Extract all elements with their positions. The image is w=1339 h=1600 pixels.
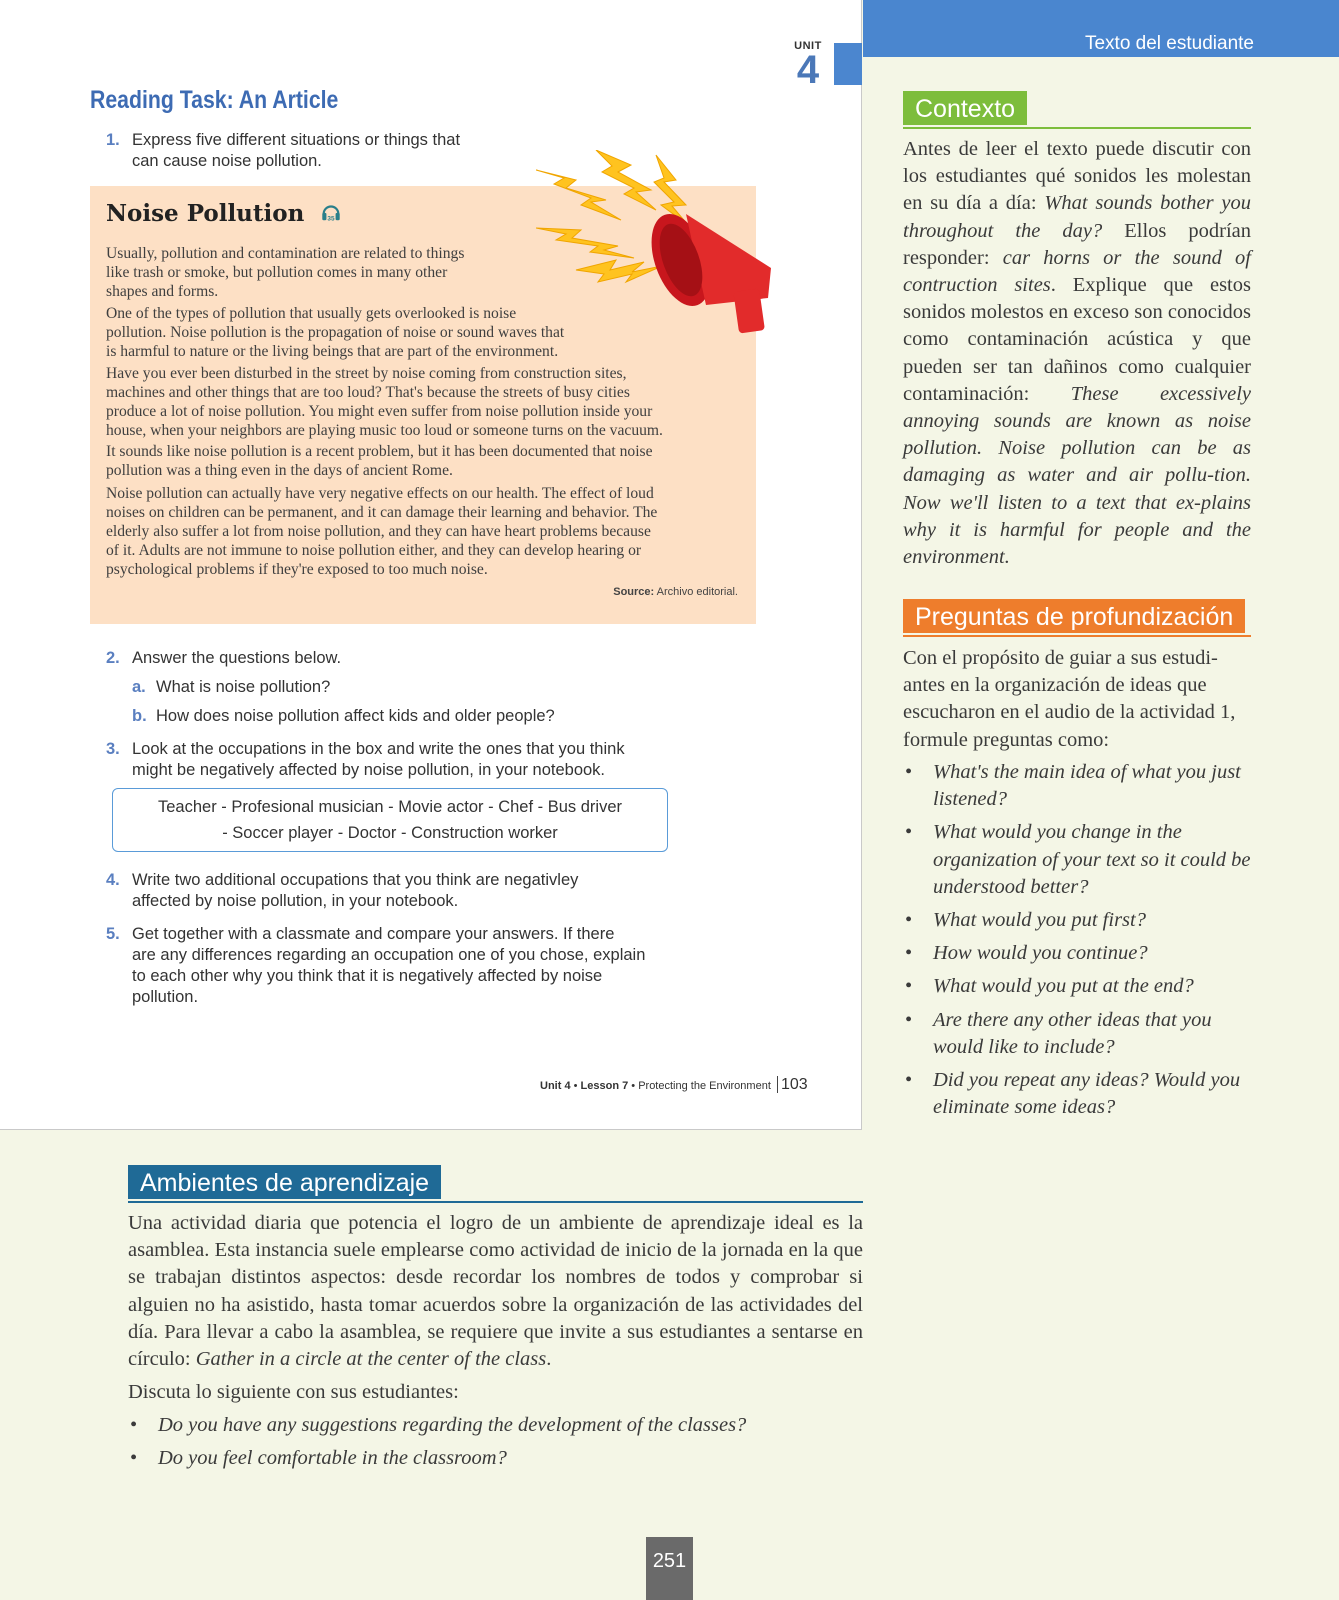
- article-title: [106, 200, 342, 227]
- header-bar: [863, 0, 1339, 57]
- preguntas-item: • What would you change in the organization of your text so it could be understood better?: [905, 821, 1251, 898]
- question-text: might be negatively affected by noise pollution, in your notebook.: [132, 761, 606, 779]
- preguntas-item: • How would you continue?: [905, 942, 1148, 965]
- preguntas-heading: Preguntas de profundización: [903, 599, 1245, 633]
- question-text: are any differences regarding an occupation one of you chose, explain: [132, 946, 646, 964]
- contexto-text-part: Antes de leer el texto puede discutir con los estudiantes qué sonidos les molestan en su día a día:: [903, 138, 1251, 215]
- article-title-text: Noise Pollution: [106, 200, 305, 227]
- question-number: 2.: [106, 649, 120, 667]
- question-text: Express five different situations or things that: [132, 131, 461, 149]
- headphones-icon[interactable]: [320, 201, 342, 223]
- article-paragraph: Noise pollution can actually have very negative effects on our health. The effect of loud noises on children can be permanent, and it can damage their learning and behavior. The elderly also suffer a lot from noise pollution, and they can have heart problems because of it. Adults are not immune to noise pollution either, and they can develop hearing or psychological problems if they're exposed to too much noise.: [106, 485, 658, 578]
- preguntas-list: [903, 759, 1251, 1127]
- footer-unit: Unit 4: [540, 1080, 571, 1092]
- question-5: [106, 924, 646, 1008]
- book-page-number: 103: [777, 1076, 808, 1093]
- preguntas-item: • What would you put at the end?: [905, 975, 1194, 998]
- question-text: Look at the occupations in the box and write the ones that you think: [132, 740, 625, 758]
- contexto-text-part: Ellos podrían responder:: [903, 219, 1251, 269]
- contexto-heading-rule: [903, 127, 1251, 129]
- occupations-box: [112, 788, 668, 852]
- contexto-text-italic: What sounds bother you throughout the day?: [903, 192, 1251, 242]
- question-text: to each other why you think that it is negatively affected by noise: [132, 967, 603, 985]
- ambientes-text-italic: Gather in a circle at the center of the class: [195, 1348, 547, 1371]
- question-letter: b.: [132, 707, 147, 725]
- source-label: Source:: [613, 586, 655, 598]
- preguntas-item: • What would you put first?: [905, 909, 1146, 932]
- preguntas-item: • What's the main idea of what you just listened?: [905, 761, 1241, 811]
- contexto-text-italic: car horns or the sound of contruction sites: [903, 246, 1251, 297]
- footer-topic: Protecting the Environment: [638, 1080, 771, 1092]
- contexto-text-italic: These excessively annoying sounds are known as noise pollution. Noise pollution can be as damaging as water and air pollu-tion. Now we'll listen to a text that ex-plains why it is harmful for people and the environment.: [903, 382, 1251, 569]
- ambientes-list: [128, 1412, 863, 1478]
- question-text: Answer the questions below.: [132, 649, 342, 667]
- preguntas-item: • Are there any other ideas that you would like to include?: [905, 1008, 1212, 1058]
- unit-badge: [788, 40, 828, 92]
- ambientes-paragraph-2: Discuta lo siguiente con sus estudiantes:: [128, 1381, 459, 1403]
- question-text: How does noise pollution affect kids and older people?: [156, 707, 555, 725]
- question-text: Get together with a classmate and compare your answers. If there: [132, 925, 615, 943]
- question-text: pollution.: [132, 988, 199, 1006]
- contexto-text-part: . Explique que estos sonidos molestos en exceso son conocidos como contaminación acústica y que pueden ser tan dañinos como cualquier contaminación:: [903, 274, 1251, 405]
- ambientes-heading: Ambientes de aprendizaje: [128, 1165, 441, 1199]
- question-number: 4.: [106, 871, 120, 889]
- ambientes-paragraph: [128, 1210, 863, 1373]
- question-text: Write two additional occupations that you think are negativley: [132, 871, 579, 889]
- question-2b: [132, 706, 555, 727]
- header-bar-label: Texto del estudiante: [1084, 33, 1254, 54]
- question-2: [106, 648, 342, 669]
- ambientes-item: • Do you have any suggestions regarding the development of the classes?: [130, 1414, 747, 1436]
- student-book-page: [0, 0, 862, 1130]
- ambientes-item: • Do you feel comfortable in the classroom?: [130, 1447, 507, 1470]
- article-paragraph: Usually, pollution and contamination are related to things like trash or smoke, but pollution comes in many other shapes and forms.: [106, 245, 465, 300]
- preguntas-item: • Did you repeat any ideas? Would you eliminate some ideas?: [905, 1069, 1241, 1119]
- question-text: can cause noise pollution.: [132, 152, 322, 170]
- article-source: [613, 586, 738, 598]
- question-text: affected by noise pollution, in your notebook.: [132, 892, 459, 910]
- ambientes-heading-rule: [128, 1201, 863, 1203]
- unit-number: 4: [796, 48, 820, 92]
- preguntas-heading-rule: [903, 635, 1251, 637]
- page-number: 251: [646, 1537, 693, 1600]
- article-paragraph: One of the types of pollution that usually gets overlooked is noise pollution. Noise pollution is the propagation of noise or sound waves that is harmful to nature or the living beings that are part of the environment.: [106, 305, 565, 360]
- question-number: 5.: [106, 925, 120, 943]
- book-footer: Unit 4 • Lesson 7 • Protecting the Environment 103: [540, 1076, 808, 1093]
- question-1: [106, 130, 461, 172]
- source-text: Archivo editorial.: [656, 586, 738, 598]
- ambientes-text-part: Una actividad diaria que potencia el logro de un ambiente de aprendizaje ideal es la asamblea. Esta instancia suele emplearse como actividad de inicio de la jornada en la que se trabajan distintos aspectos: desde recordar los nombres de todos y comprobar si alguien no ha asistido, hasta tomar acuerdos sobre la organización de las actividades del día. Para llevar a cabo la asamblea, se requiere que invite a sus estudiantes a sentarse en círculo:: [128, 1212, 863, 1371]
- contexto-heading: Contexto: [903, 91, 1027, 125]
- contexto-text: [903, 136, 1251, 571]
- question-2a: [132, 677, 331, 698]
- section-title: Reading Task: An Article: [90, 86, 339, 114]
- track-number: 35: [327, 215, 335, 223]
- question-4: [106, 870, 579, 912]
- article-paragraph: Have you ever been disturbed in the street by noise coming from construction sites, machines and other things that are too loud? That's because the streets of busy cities produce a lot of noise pollution. You might even suffer from noise pollution inside your house, when your neighbors are playing music too loud or someone turns on the vacuum.: [106, 365, 663, 439]
- unit-label: UNIT: [794, 40, 822, 52]
- ambientes-text-part: .: [546, 1348, 552, 1371]
- question-text: What is noise pollution?: [156, 678, 331, 696]
- question-number: 1.: [106, 131, 120, 149]
- megaphone-illustration: [536, 150, 796, 340]
- occupations-line: - Soccer player - Doctor - Construction worker: [222, 824, 558, 842]
- footer-lesson: Lesson 7: [580, 1080, 629, 1092]
- occupations-line: Teacher - Profesional musician - Movie actor - Chef - Bus driver: [158, 798, 622, 816]
- question-number: 3.: [106, 740, 120, 758]
- question-letter: a.: [132, 678, 146, 696]
- unit-tab: [834, 43, 862, 85]
- preguntas-intro: Con el propósito de guiar a sus estudi-antes en la organización de ideas que escucharon en el audio de la actividad 1, formule preguntas como:: [903, 647, 1236, 751]
- article-paragraph: It sounds like noise pollution is a recent problem, but it has been documented that noise pollution was a thing even in the days of ancient Rome.: [106, 443, 653, 479]
- question-3: [106, 739, 625, 781]
